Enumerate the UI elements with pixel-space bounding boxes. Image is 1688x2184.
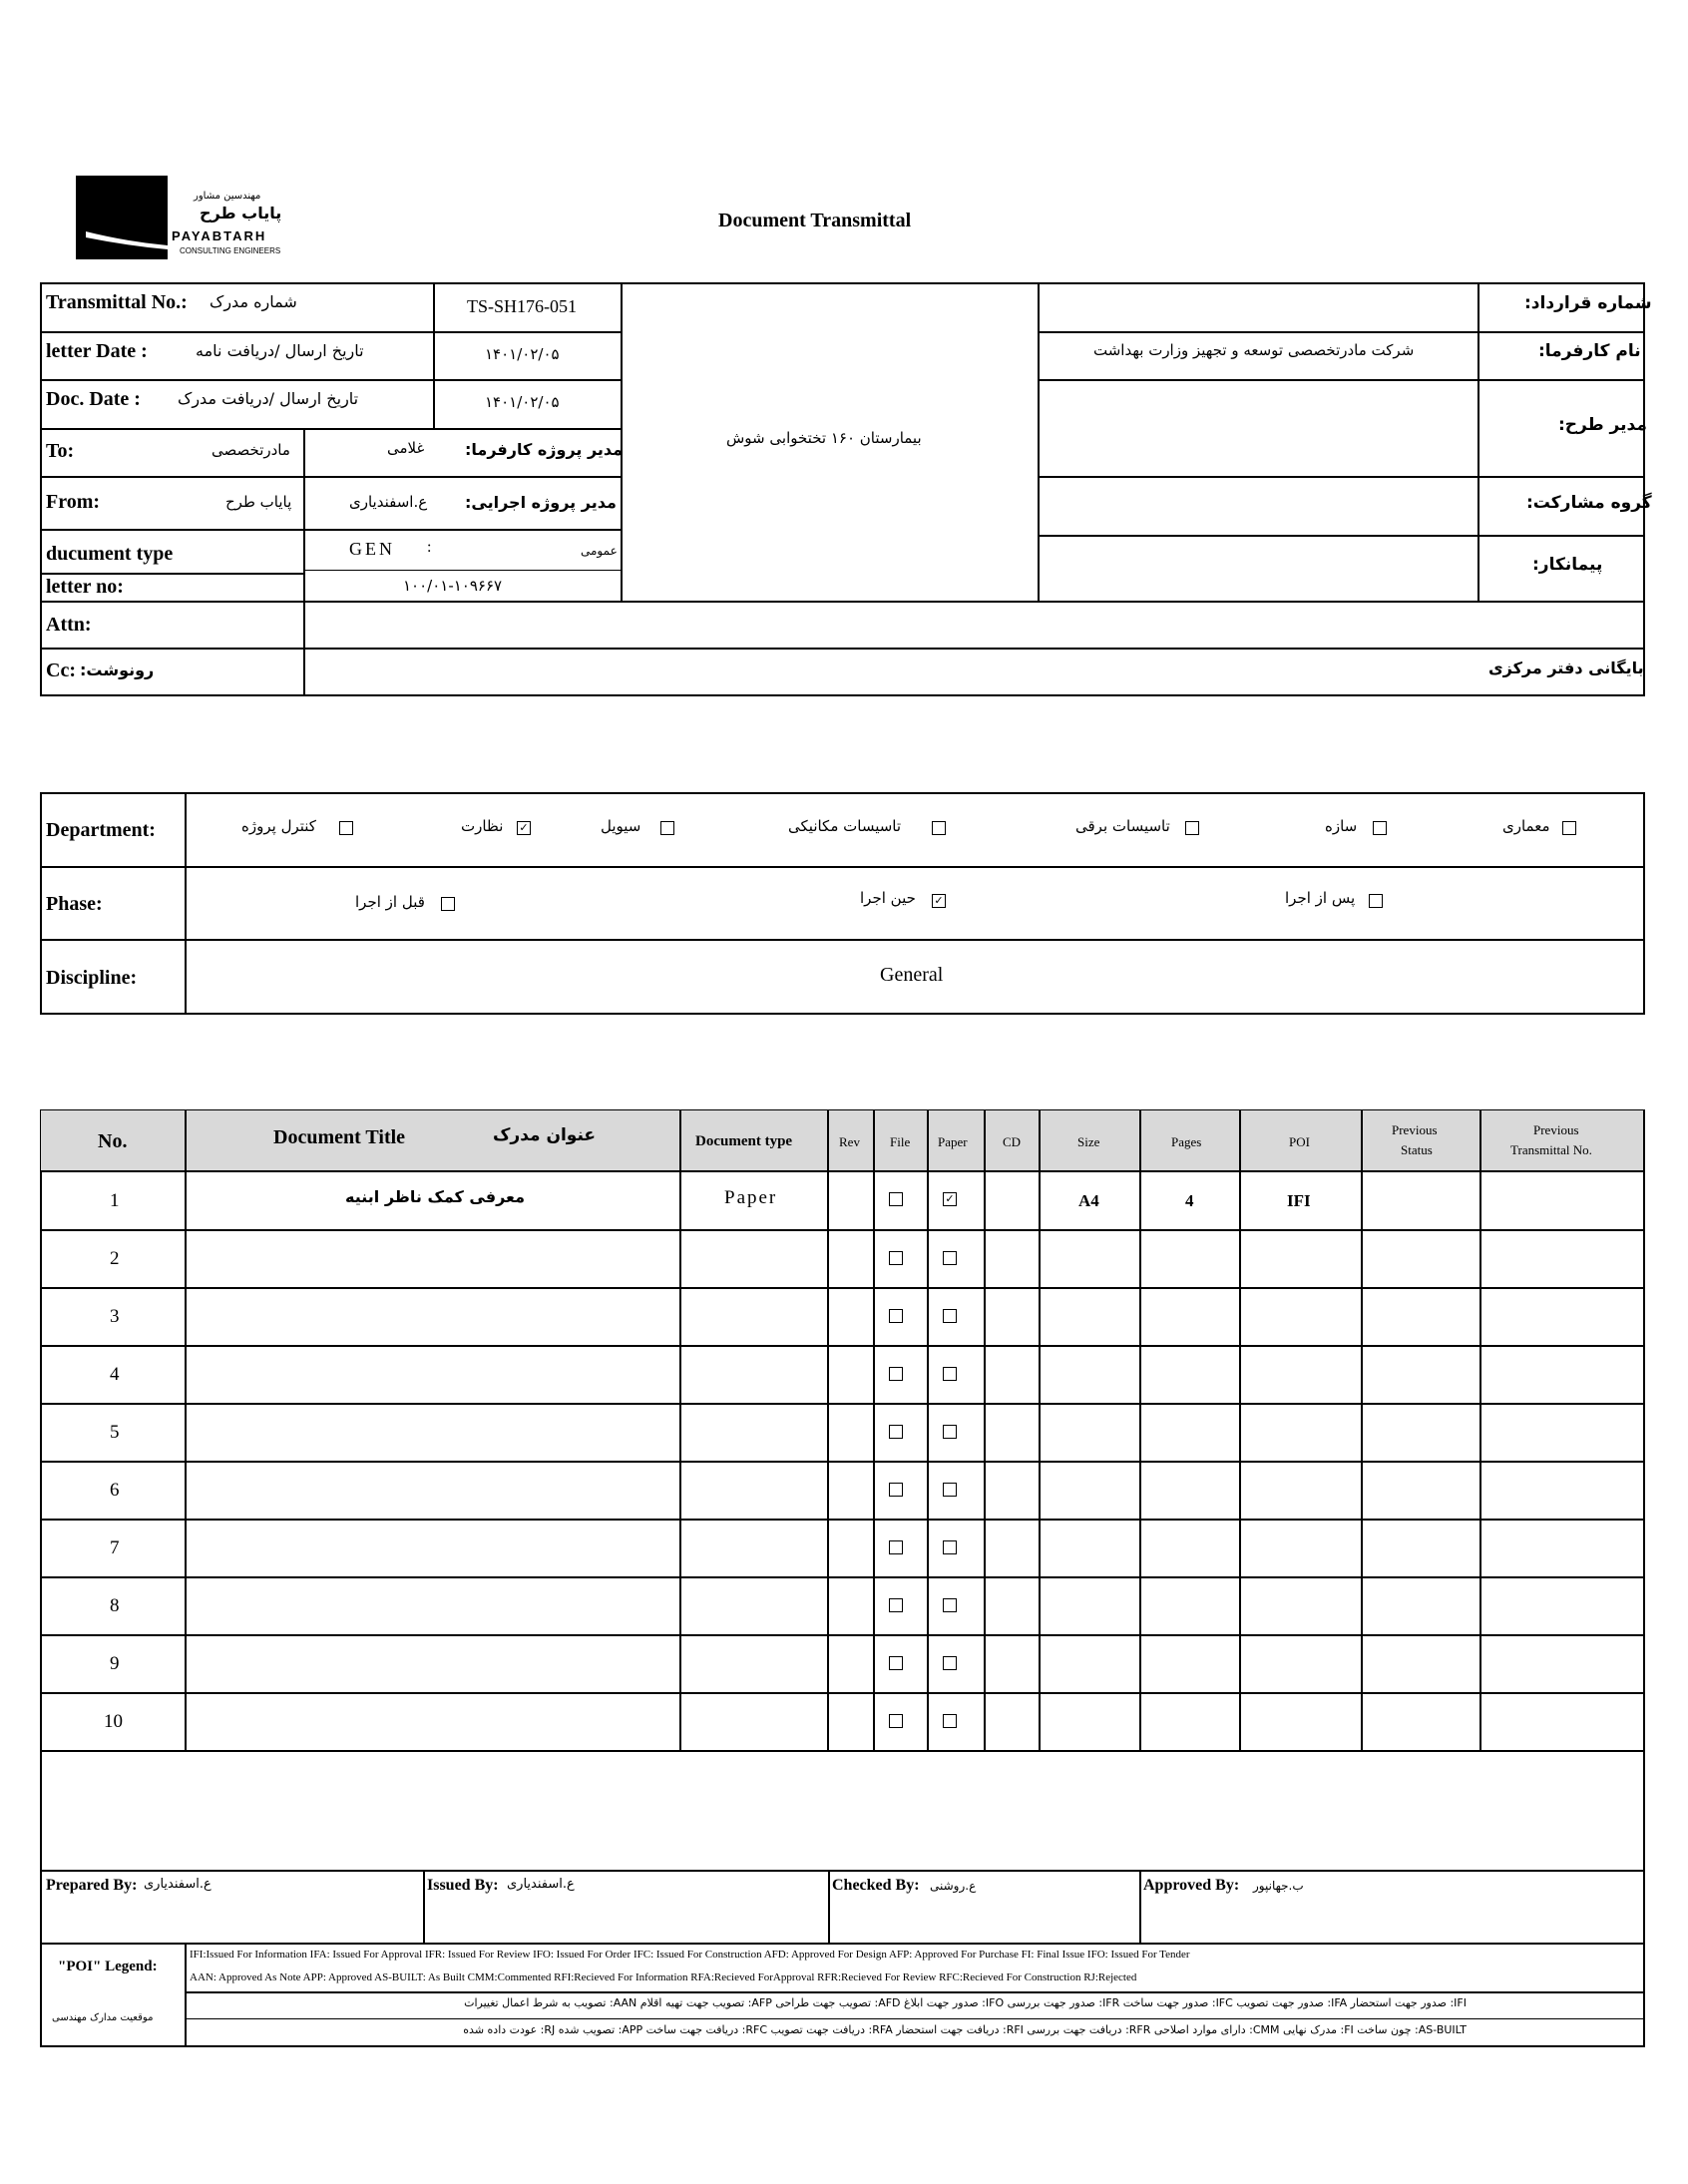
paper-checkbox[interactable] <box>943 1309 957 1323</box>
row-doc-type[interactable]: Paper <box>724 1187 778 1208</box>
row-number: 1 <box>110 1190 120 1211</box>
document-table <box>40 1109 1645 2047</box>
file-checkbox[interactable] <box>889 1483 903 1497</box>
file-checkbox[interactable] <box>889 1192 903 1206</box>
legend-fa-line-2: AS-BUILT: چون ساخت FI: مدرک نهایی CMM: دارای موارد اصلاحی RFR: دریافت جهت بررسی RFI: دریافت جهت استحضار RFA: دریافت جهت تصویب RFC: دریافت جهت ساخت APP: تصویب شده RJ: عودت داده شده <box>463 2023 1467 2036</box>
paper-checkbox[interactable] <box>943 1483 957 1497</box>
discipline-value[interactable]: General <box>880 964 944 986</box>
file-checkbox[interactable] <box>889 1598 903 1612</box>
logo-en-big: PAYABTARH <box>172 228 267 243</box>
phase-checkbox[interactable]: ✓ <box>932 894 946 908</box>
client-value[interactable]: شرکت مادرتخصصی توسعه و تجهیز وزارت بهداشت <box>1093 341 1415 359</box>
checked-by-label: Checked By: <box>832 1877 920 1894</box>
paper-checkbox[interactable] <box>943 1367 957 1381</box>
file-checkbox[interactable] <box>889 1251 903 1265</box>
phase-option-label: حین اجرا <box>860 889 916 907</box>
department-option-label: نظارت <box>461 817 504 835</box>
department-checkbox[interactable] <box>1562 821 1576 835</box>
row-number: 5 <box>110 1422 120 1443</box>
department-checkbox[interactable] <box>660 821 674 835</box>
cc-label-fa: رونوشت: <box>80 660 155 679</box>
logo-fa-small: مهندسین مشاور <box>194 191 261 202</box>
cc-label: Cc: <box>46 659 76 681</box>
row-size[interactable]: A4 <box>1078 1191 1099 1210</box>
col-header-prev-status-1: Previous <box>1392 1122 1438 1137</box>
logo-en-small: CONSULTING ENGINEERS <box>180 246 281 255</box>
phase-checkbox[interactable] <box>441 897 455 911</box>
col-header-doc-type: Document type <box>695 1133 793 1149</box>
col-header-file: File <box>890 1134 911 1149</box>
doc-date-label: Doc. Date : <box>46 388 141 410</box>
transmittal-no-value[interactable]: TS-SH176-051 <box>467 296 578 316</box>
logo-fa-big: پایاب طرح <box>200 204 282 222</box>
file-checkbox[interactable] <box>889 1425 903 1439</box>
letter-date-label: letter Date : <box>46 340 148 362</box>
legend-en-line-1: IFI:Issued For Information IFA: Issued For Approval IFR: Issued For Review IFO: Issued For Order IFC: Issued For Construction AFD: Approved For Design AFP: Approved For Purchase FI: Final Issue IFO: Issued For Tender <box>190 1949 1190 1961</box>
row-pages[interactable]: 4 <box>1185 1191 1194 1210</box>
file-checkbox[interactable] <box>889 1367 903 1381</box>
col-header-no: No. <box>98 1130 128 1152</box>
doc-type-separator: : <box>427 539 432 556</box>
department-option-label: سیویل <box>601 817 641 835</box>
prepared-by-label: Prepared By: <box>46 1877 138 1894</box>
paper-checkbox[interactable] <box>943 1598 957 1612</box>
phase-option-label: پس از اجرا <box>1285 889 1356 907</box>
row-number: 6 <box>110 1480 120 1501</box>
department-option-label: سازه <box>1325 817 1358 835</box>
paper-checkbox[interactable] <box>943 1656 957 1670</box>
to-label: To: <box>46 440 75 462</box>
prepared-by-value[interactable]: ع.اسفندیاری <box>144 1877 211 1892</box>
from-label: From: <box>46 491 101 513</box>
discipline-label: Discipline: <box>46 967 138 989</box>
file-checkbox[interactable] <box>889 1309 903 1323</box>
col-header-cd: CD <box>1003 1134 1022 1149</box>
approved-by-label: Approved By: <box>1143 1877 1240 1894</box>
paper-checkbox[interactable] <box>943 1714 957 1728</box>
department-option-label: کنترل پروژه <box>241 817 316 835</box>
client-label: نام کارفرما: <box>1538 341 1641 361</box>
cc-value[interactable]: بایگانی دفتر مرکزی <box>1488 658 1644 677</box>
issued-by-label: Issued By: <box>427 1877 499 1894</box>
client-pm-value[interactable]: غلامی <box>387 439 425 457</box>
exec-pm-value[interactable]: ع.اسفندیاری <box>349 493 428 511</box>
row-number: 10 <box>104 1711 123 1732</box>
file-checkbox[interactable] <box>889 1656 903 1670</box>
company-logo <box>76 176 305 261</box>
department-checkbox[interactable]: ✓ <box>517 821 531 835</box>
doc-type-label: ducument type <box>46 543 174 565</box>
doc-type-fa: عمومی <box>581 544 618 558</box>
file-checkbox[interactable] <box>889 1714 903 1728</box>
transmittal-no-label-fa: شماره مدرک <box>210 292 297 311</box>
col-header-prev-status-2: Status <box>1401 1142 1433 1157</box>
checked-by-value[interactable]: ع.روشنی <box>930 1879 977 1893</box>
logo-swoosh <box>76 176 168 259</box>
legend-fa-label: موقعیت مدارک مهندسی <box>52 2012 154 2023</box>
poi-legend-label: "POI" Legend: <box>58 1959 158 1974</box>
contractor-label: پیمانکار: <box>1532 555 1603 575</box>
row-title[interactable]: معرفی کمک ناظر ابنیه <box>345 1187 525 1206</box>
client-pm-label: مدیر پروژه کارفرما: <box>465 440 624 459</box>
issued-by-value[interactable]: ع.اسفندیاری <box>507 1877 575 1892</box>
paper-checkbox[interactable] <box>943 1251 957 1265</box>
letter-no-label: letter no: <box>46 576 124 598</box>
from-value[interactable]: پایاب طرح <box>225 493 292 511</box>
legend-en-line-2: AAN: Approved As Note APP: Approved AS-BUILT: As Built CMM:Commented RFI:Recieved For Information RFA:Recieved ForApproval RFR:Recieved For Review RFC:Recieved For Construction RJ:Rejected <box>190 1971 1137 1983</box>
page-title: Document Transmittal <box>718 210 912 231</box>
col-header-title-fa: عنوان مدرک <box>493 1125 597 1145</box>
col-header-prev-trans-1: Previous <box>1533 1122 1579 1137</box>
paper-checkbox[interactable]: ✓ <box>943 1192 957 1206</box>
exec-pm-label: مدیر پروژه اجرایی: <box>465 493 617 512</box>
department-checkbox[interactable] <box>1185 821 1199 835</box>
doc-type-code[interactable]: GEN <box>349 539 395 559</box>
doc-date-value[interactable]: ۱۴۰۱/۰۲/۰۵ <box>485 393 560 411</box>
row-number: 3 <box>110 1306 120 1327</box>
paper-checkbox[interactable] <box>943 1425 957 1439</box>
col-header-rev: Rev <box>839 1134 860 1149</box>
partnership-label: گروه مشارکت: <box>1526 493 1652 513</box>
department-checkbox[interactable] <box>1373 821 1387 835</box>
row-number: 4 <box>110 1364 120 1385</box>
col-header-pages: Pages <box>1171 1134 1202 1149</box>
phase-checkbox[interactable] <box>1369 894 1383 908</box>
col-header-paper: Paper <box>938 1134 968 1149</box>
row-number: 9 <box>110 1653 120 1674</box>
department-option-label: تاسیسات برقی <box>1075 817 1170 835</box>
col-header-poi: POI <box>1289 1134 1310 1149</box>
row-number: 2 <box>110 1248 120 1269</box>
letter-date-label-fa: تاریخ ارسال /دریافت نامه <box>196 341 364 360</box>
letter-no-value[interactable]: ۱۰۰/۰۱-۱۰۹۶۶۷ <box>403 577 503 595</box>
phase-label: Phase: <box>46 893 103 915</box>
department-label: Department: <box>46 819 156 841</box>
col-header-prev-trans-2: Transmittal No. <box>1510 1142 1592 1157</box>
row-number: 7 <box>110 1537 120 1558</box>
department-checkbox[interactable] <box>339 821 353 835</box>
department-option-label: معماری <box>1502 817 1550 835</box>
phase-option-label: قبل از اجرا <box>355 893 425 911</box>
legend-fa-line-1: IFI: صدور جهت استحضار IFA: صدور جهت تصویب IFC: صدور جهت ساخت IFR: صدور جهت بررسی IFO: صدور جهت ابلاغ AFD: تصویب جهت طراحی AFP: تصویب جهت تهیه اقلام AAN: تصویب به شرط اعمال تغییرات <box>464 1996 1467 2009</box>
paper-checkbox[interactable] <box>943 1540 957 1554</box>
doc-date-label-fa: تاریخ ارسال /دریافت مدرک <box>178 389 359 408</box>
row-poi[interactable]: IFI <box>1287 1191 1311 1210</box>
to-value[interactable]: مادرتخصصی <box>211 441 290 459</box>
row-number: 8 <box>110 1595 120 1616</box>
letter-date-value[interactable]: ۱۴۰۱/۰۲/۰۵ <box>485 345 560 363</box>
approved-by-value[interactable]: ب.جهانپور <box>1253 1879 1304 1893</box>
attn-label: Attn: <box>46 614 92 636</box>
project-name: بیمارستان ۱۶۰ تختخوابی شوش <box>726 429 922 447</box>
col-header-size: Size <box>1077 1134 1100 1149</box>
department-checkbox[interactable] <box>932 821 946 835</box>
contract-no-label: شماره قرارداد: <box>1524 293 1652 313</box>
department-option-label: تاسیسات مکانیکی <box>788 817 902 835</box>
col-header-title-en: Document Title <box>273 1126 406 1148</box>
file-checkbox[interactable] <box>889 1540 903 1554</box>
design-manager-label: مدیر طرح: <box>1558 415 1647 435</box>
transmittal-no-label: Transmittal No.: <box>46 291 188 313</box>
